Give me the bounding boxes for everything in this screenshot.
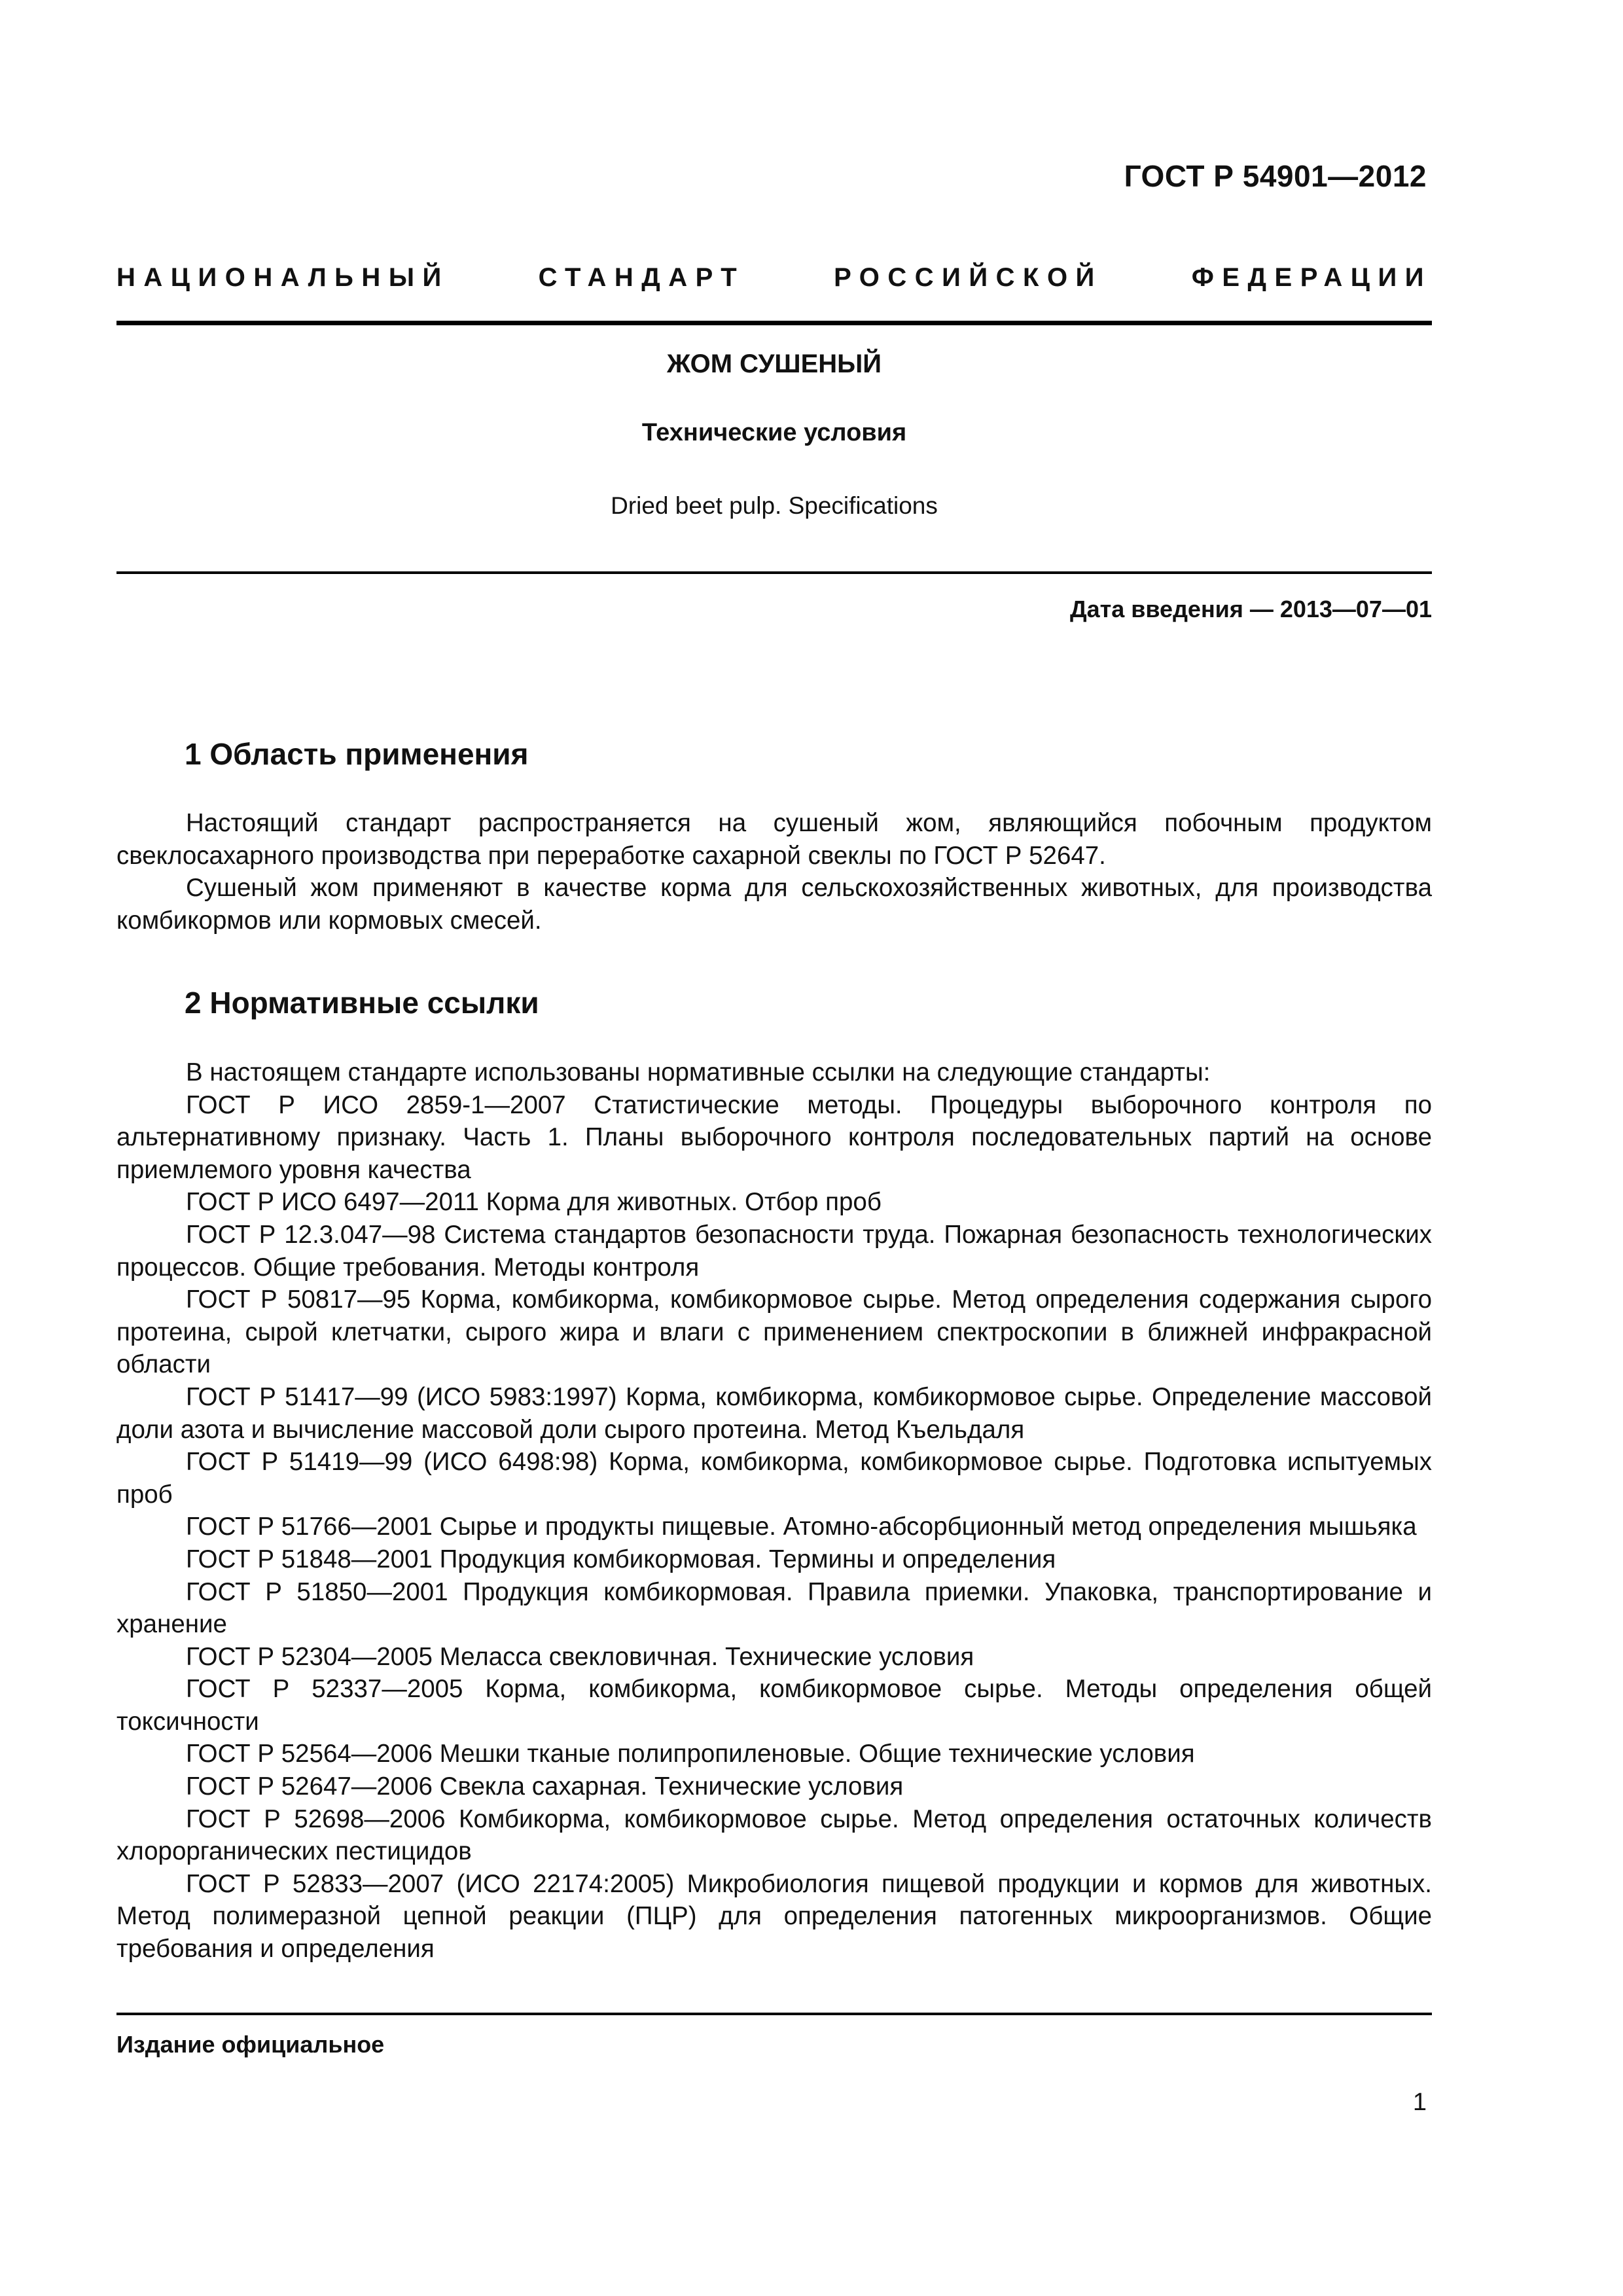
- introduction-date: Дата введения — 2013—07—01: [1069, 596, 1432, 622]
- reference-item: ГОСТ Р ИСО 6497—2011 Корма для животных. Отбор проб: [186, 1188, 882, 1217]
- english-title: Dried beet pulp. Specifications: [611, 492, 938, 519]
- title-divider: [116, 571, 1432, 574]
- reference-item: ГОСТ Р 52833—2007 (ИСО 22174:2005) Микробиология пищевой продукции и кормов для животных. Метод полимеразной цепной реакции (ПЦР) для определения патогенных микроорганизмов. Общие требования и определения: [116, 1869, 1432, 1964]
- footer-divider: [116, 2013, 1432, 2015]
- reference-item: ГОСТ Р 12.3.047—98 Система стандартов безопасности труда. Пожарная безопасность технологических процессов. Общие требования. Методы контроля: [116, 1220, 1432, 1282]
- section-2-intro: В настоящем стандарте использованы нормативные ссылки на следующие стандарты:: [186, 1058, 1211, 1086]
- reference-item: ГОСТ Р 52564—2006 Мешки тканые полипропиленовые. Общие технические условия: [186, 1740, 1195, 1768]
- document-title: ЖОМ СУШЕНЫЙ: [666, 350, 882, 378]
- section-1-heading: 1 Область применения: [185, 737, 529, 771]
- section-1-paragraph: Сушеный жом применяют в качестве корма для сельскохозяйственных животных, для производства комбикормов или кормовых смесей.: [116, 874, 1432, 935]
- reference-item: ГОСТ Р 51766—2001 Сырье и продукты пищевые. Атомно-абсорбционный метод определения мышьяка: [186, 1513, 1417, 1541]
- section-2-heading: 2 Нормативные ссылки: [185, 986, 539, 1020]
- reference-item: ГОСТ Р 51417—99 (ИСО 5983:1997) Корма, комбикорма, комбикормовое сырье. Определение массовой доли азота и вычисление массовой доли сырого протеина. Метод Къельдаля: [116, 1382, 1432, 1444]
- header-divider: [116, 321, 1432, 325]
- section-2-body: [116, 1056, 1432, 1965]
- national-standard-heading: НАЦИОНАЛЬНЫЙ СТАНДАРТ РОССИЙСКОЙ ФЕДЕРАЦИИ: [116, 263, 1432, 292]
- reference-item: ГОСТ Р 52647—2006 Свекла сахарная. Технические условия: [186, 1772, 904, 1801]
- gost-number: ГОСТ Р 54901—2012: [1124, 159, 1427, 193]
- section-1-body: [116, 807, 1432, 937]
- reference-item: ГОСТ Р 52698—2006 Комбикорма, комбикормовое сырье. Метод определения остаточных количеств хлорорганических пестицидов: [116, 1804, 1432, 1866]
- reference-item: ГОСТ Р 51848—2001 Продукция комбикормовая. Термины и определения: [186, 1545, 1056, 1573]
- reference-item: ГОСТ Р 52337—2005 Корма, комбикорма, комбикормовое сырье. Методы определения общей токсичности: [116, 1675, 1432, 1736]
- official-edition-label: Издание официальное: [116, 2031, 385, 2058]
- section-1-paragraph: Настоящий стандарт распространяется на сушеный жом, являющийся побочным продуктом свеклосахарного производства при переработке сахарной свеклы по ГОСТ Р 52647.: [116, 809, 1432, 870]
- reference-item: ГОСТ Р ИСО 2859-1—2007 Статистические методы. Процедуры выборочного контроля по альтернативному признаку. Часть 1. Планы выборочного контроля последовательных партий на основе приемлемого уровня качества: [116, 1090, 1432, 1184]
- reference-item: ГОСТ Р 52304—2005 Меласса свекловичная. Технические условия: [186, 1642, 974, 1671]
- reference-item: ГОСТ Р 51850—2001 Продукция комбикормовая. Правила приемки. Упаковка, транспортирование и хранение: [116, 1577, 1432, 1639]
- reference-item: ГОСТ Р 50817—95 Корма, комбикорма, комбикормовое сырье. Метод определения содержания сырого протеина, сырой клетчатки, сырого жира и влаги с применением спектроскопии в ближней инфракрасной области: [116, 1285, 1432, 1379]
- reference-item: ГОСТ Р 51419—99 (ИСО 6498:98) Корма, комбикорма, комбикормовое сырье. Подготовка испытуемых проб: [116, 1448, 1432, 1509]
- document-subtitle: Технические условия: [641, 419, 907, 446]
- page-number: 1: [1412, 2089, 1427, 2116]
